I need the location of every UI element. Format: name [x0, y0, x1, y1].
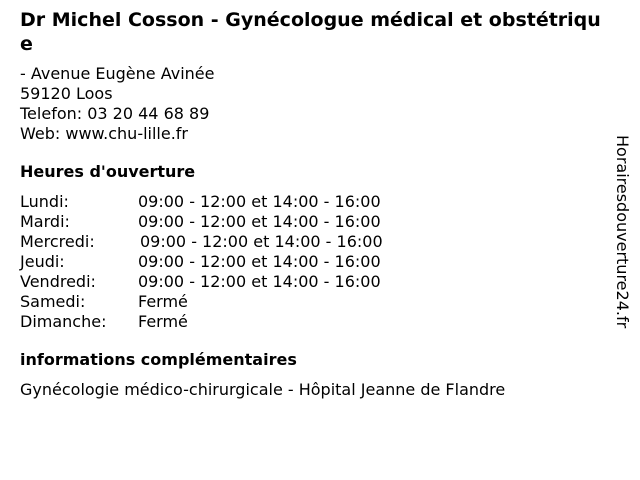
hours-row-friday [20, 272, 610, 292]
day-hours: 09:00 - 12:00 et 14:00 - 16:00 [138, 272, 381, 291]
website-link[interactable]: Web: www.chu-lille.fr [20, 124, 189, 143]
day-label: Mercredi: [20, 232, 95, 251]
hours-row-tuesday [20, 212, 610, 232]
address-street: - Avenue Eugène Avinée [20, 64, 215, 83]
day-label: Samedi: [20, 292, 86, 311]
hours-row-wednesday [20, 232, 610, 252]
opening-hours-table [20, 192, 610, 332]
day-hours: 09:00 - 12:00 et 14:00 - 16:00 [138, 252, 381, 271]
opening-hours-heading: Heures d'ouverture [20, 162, 196, 181]
day-label: Jeudi: [20, 252, 65, 271]
hours-row-saturday [20, 292, 610, 312]
day-hours: Fermé [138, 312, 188, 331]
day-label: Mardi: [20, 212, 70, 231]
hours-row-thursday [20, 252, 610, 272]
day-label: Vendredi: [20, 272, 96, 291]
hours-row-sunday [20, 312, 610, 332]
additional-info-text: Gynécologie médico-chirurgicale - Hôpital Jeanne de Flandre [20, 380, 506, 399]
additional-info-heading: informations complémentaires [20, 350, 297, 369]
site-brand-vertical: Horairesdouverture24.fr [613, 135, 632, 329]
day-hours: 09:00 - 12:00 et 14:00 - 16:00 [140, 232, 383, 251]
address-block [20, 64, 610, 144]
day-hours: Fermé [138, 292, 188, 311]
hours-row-monday [20, 192, 610, 212]
phone-number[interactable]: Telefon: 03 20 44 68 89 [20, 104, 210, 123]
address-city: 59120 Loos [20, 84, 113, 103]
page-title: Dr Michel Cosson - Gynécologue médical et obstétrique [20, 9, 601, 55]
day-label: Lundi: [20, 192, 69, 211]
listing-card [20, 8, 610, 400]
day-label: Dimanche: [20, 312, 107, 331]
day-hours: 09:00 - 12:00 et 14:00 - 16:00 [138, 192, 381, 211]
day-hours: 09:00 - 12:00 et 14:00 - 16:00 [138, 212, 381, 231]
